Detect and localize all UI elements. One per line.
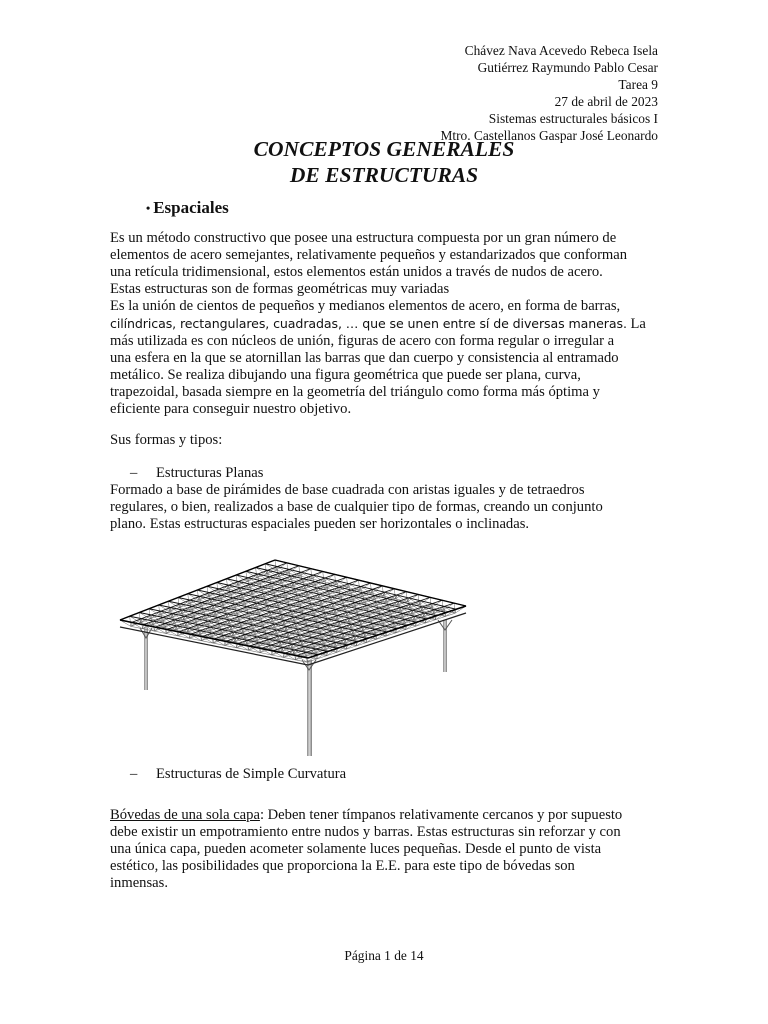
text-line: Es un método constructivo que posee una estructura compuesta por un gran número de — [110, 230, 617, 246]
space-frame-figure — [110, 548, 482, 760]
text-line: regulares, o bien, realizados a base de cualquier tipo de formas, creando un conjunto — [110, 499, 603, 515]
text-fragment: : Deben tener tímpanos relativamente cercanos y por supuesto — [259, 807, 623, 823]
header-line: Gutiérrez Raymundo Pablo Cesar — [477, 60, 658, 75]
text-line — [110, 315, 665, 333]
text-line: Formado a base de pirámides de base cuadrada con aristas iguales y de tetraedros — [110, 482, 585, 498]
column — [307, 660, 312, 756]
text-line — [110, 807, 665, 824]
bullet-icon: • — [146, 201, 151, 215]
paragraph-bovedas — [110, 807, 665, 892]
author-header — [440, 42, 658, 144]
header-line: Tarea 9 — [618, 77, 658, 92]
text-fragment: cilíndricas, rectangulares, cuadradas, … que se unen entre sí de diversas maneras. — [110, 316, 627, 331]
text-line: elementos de acero semejantes, relativamente pequeños y estandarizados que conforman — [110, 247, 628, 263]
title-line: CONCEPTOS GENERALES — [253, 137, 515, 161]
text-line: más utilizada es con núcleos de unión, figuras de acero con forma regular o irregular a — [110, 333, 615, 349]
text-line: Estas estructuras son de formas geométricas muy variadas — [110, 281, 450, 297]
paragraph-planas — [110, 482, 665, 533]
list-item-label: Estructuras Planas — [156, 465, 264, 481]
page-number: Página 1 de 14 — [344, 948, 424, 963]
text-line: una única capa, pueden acometer solamente luces pequeñas. Desde el punto de vista — [110, 841, 602, 857]
text-line: estético, las posibilidades que proporciona la E.E. para este tipo de bóvedas son — [110, 858, 575, 874]
paragraph-espaciales — [110, 230, 665, 418]
title-line: DE ESTRUCTURAS — [289, 163, 479, 187]
section-label: Espaciales — [153, 198, 229, 217]
dash-marker: – — [130, 766, 138, 782]
header-line: Mtro. Castellanos Gaspar José Leonardo — [440, 128, 658, 143]
text-line: Es la unión de cientos de pequeños y medianos elementos de acero, en forma de barras, — [110, 298, 621, 314]
header-line: Chávez Nava Acevedo Rebeca Isela — [464, 43, 658, 58]
forms-intro: Sus formas y tipos: — [110, 432, 223, 448]
text-line: debe existir un empotramiento entre nudos y barras. Estas estructuras sin reforzar y con — [110, 824, 621, 840]
list-item-curvatura — [130, 766, 346, 783]
term-bovedas: Bóvedas de una sola capa — [110, 807, 260, 823]
text-line: metálico. Se realiza dibujando una figura geométrica que puede ser plana, curva, — [110, 367, 581, 383]
text-fragment: La — [626, 316, 646, 332]
space-frame-illustration — [110, 548, 482, 760]
list-item-planas — [130, 465, 263, 482]
text-line: una esfera en la que se atornillan las barras que dan cuerpo y consistencia al entramado — [110, 350, 619, 366]
section-heading — [146, 198, 229, 218]
list-item-label: Estructuras de Simple Curvatura — [156, 766, 347, 782]
text-line: una retícula tridimensional, estos elementos están unidos a través de nudos de acero. — [110, 264, 603, 280]
text-line: inmensas. — [110, 875, 168, 891]
document-title — [0, 136, 768, 188]
text-line: eficiente para conseguir nuestro objetivo. — [110, 401, 352, 417]
text-line: plano. Estas estructuras espaciales pueden ser horizontales o inclinadas. — [110, 516, 530, 532]
header-line: 27 de abril de 2023 — [554, 94, 658, 109]
header-line: Sistemas estructurales básicos I — [488, 111, 658, 126]
text-line: trapezoidal, basada siempre en la geometría del triángulo como forma más óptima y — [110, 384, 600, 400]
dash-marker: – — [130, 465, 138, 481]
